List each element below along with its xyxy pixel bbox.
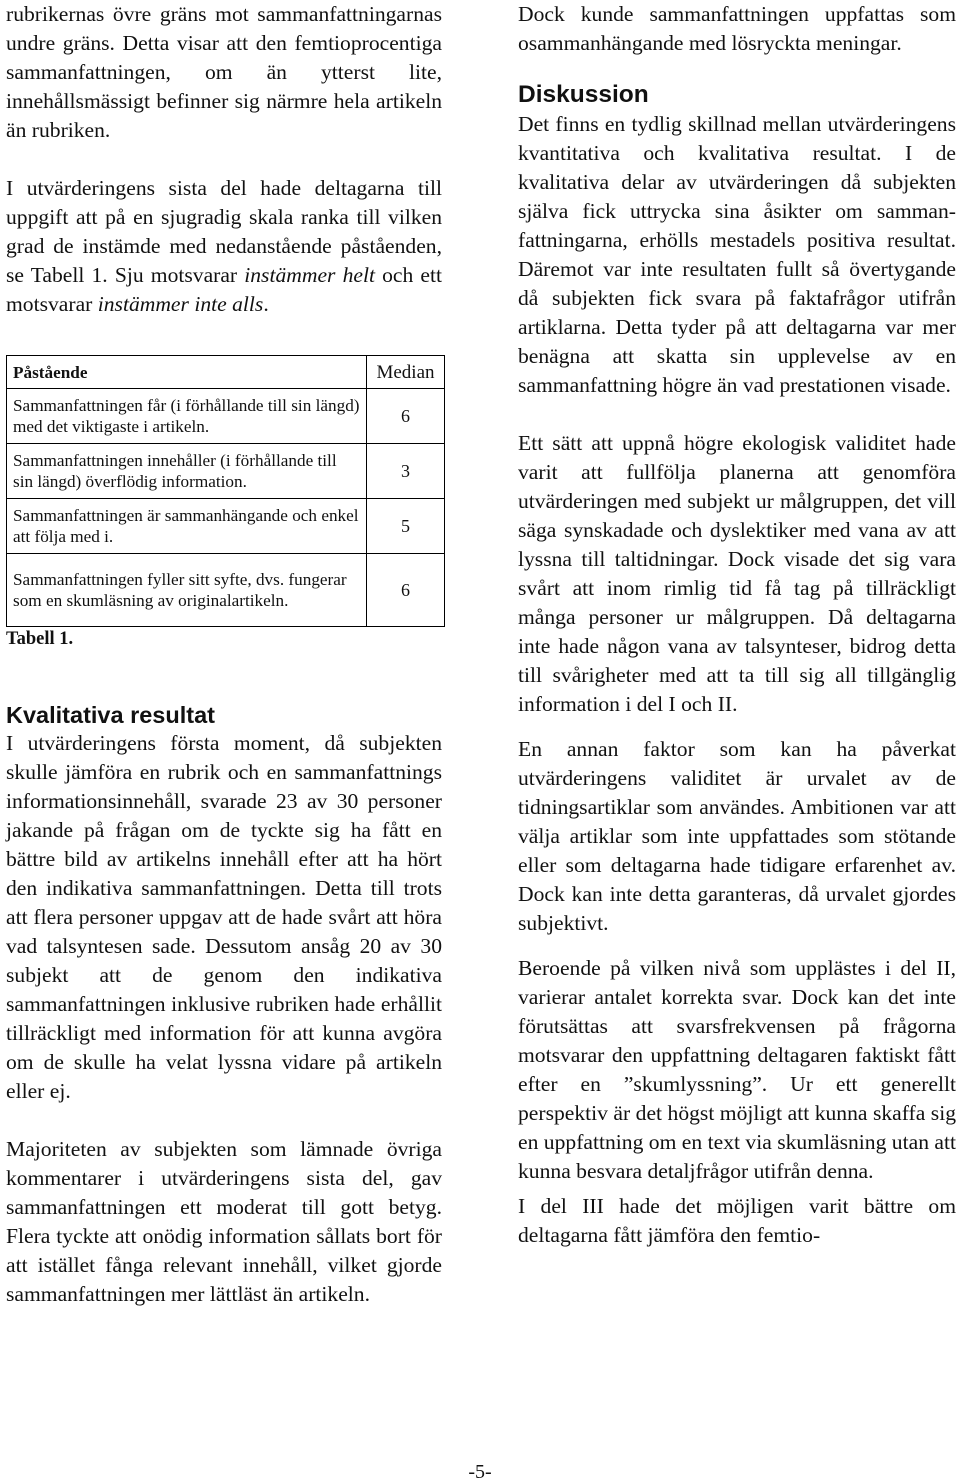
right-column [518, 0, 956, 1250]
page-number: -5- [468, 1461, 492, 1483]
median-cell: 6 [367, 554, 445, 627]
paragraph: Det finns en tydlig skillnad mellan utvärderingens kvantitativa och kvalitativa resultat. I de kvalitativa delar av utvärderingen då subjekten själva fick uttrycka sina åsikter om sammanfattningarna, erhölls mestadels positiva resultat. Däremot var inte resultaten fullt så övertygande då subjekten fick svara på faktafrågor utifrån artiklarna. Detta tyder på att deltagarna var mer benägna att skatta sin upplevelse av en sammanfattning högre än vad prestationen visade. [518, 112, 956, 397]
paragraph-text: . [263, 292, 269, 316]
median-cell: 6 [367, 389, 445, 444]
paragraph [6, 174, 442, 319]
paragraph: Beroende på vilken nivå som upplästes i del II, varierar antalet korrekta svar. Dock kan det inte förutsättas att svarsfrekvensen på frågorna motsvarar den uppfattning deltagaren faktiskt fått efter en ”skumlyssning”. Ur ett generellt perspektiv är det högst möjligt att kunna skaffa sig en uppfattning om en text via skumläsning utan att kunna besvara detaljfrågor utifrån denna. [518, 956, 956, 1183]
table-row [7, 554, 445, 627]
emphasis: instämmer helt [244, 263, 375, 287]
statement-cell: Sammanfattningen är sammanhängande och enkel att följa med i. [7, 499, 367, 554]
results-table [6, 355, 445, 627]
paragraph-text: I utvärderingens sista del hade deltagarna till uppgift att på en sjugradig skala ranka till vilken grad de instämde med nedanstående påståenden, se Tabell 1. Sju motsvarar [6, 176, 442, 287]
table-row [7, 444, 445, 499]
paragraph: rubrikernas övre gräns mot sammanfattningarnas undre gräns. Detta visar att den femtioprocentiga sammanfattningen, om än ytterst lite, innehållsmässigt befinner sig närmre hela artikeln än rubriken. [6, 2, 442, 142]
paragraph: Dock kunde sammanfattningen uppfattas som osammanhängande med lösryckta meningar. [518, 2, 956, 55]
emphasis: instämmer inte alls [97, 292, 264, 316]
statement-cell: Sammanfattningen får (i förhållande till sin längd) med det viktigaste i artikeln. [7, 389, 367, 444]
table-row [7, 499, 445, 554]
left-column [6, 0, 442, 1309]
table-row [7, 389, 445, 444]
table-header-row [7, 356, 445, 389]
paragraph-text: och ett motsvarar [6, 263, 442, 316]
table-caption: Tabell 1. [6, 629, 74, 649]
paragraph: En annan faktor som kan ha påverkat utvärderingens validitet är urvalet av de tidningsartiklar som användes. Ambitionen var att välja artiklar som inte uppfattades som stötande eller som deltagarna hade tidigare erfarenhet av. Dock kan inte detta garanteras, då urvalet gjordes subjektivt. [518, 737, 956, 935]
median-cell: 5 [367, 499, 445, 554]
section-heading: Diskussion [518, 81, 649, 108]
paragraph: I utvärderingens första moment, då subjekten skulle jämföra en rubrik och en sammanfattnings informationsinnehåll, svarade 23 av 30 personer jakande på frågan om de tyckte sig ha fått en bättre bild av artikelns innehåll efter att ha hört den indikativa sammanfattningen. Detta till trots att flera personer uppgav att de hade svårt att höra vad talsyntesen sade. Dessutom ansåg 20 av 30 subjekt att de genom den indikativa sammanfattningen inklusive rubriken hade erhållit tillräckligt med information för att kunna avgöra om de skulle ha velat lyssna vidare på artikeln eller ej. [6, 731, 442, 1103]
median-cell: 3 [367, 444, 445, 499]
header-statement: Påstående [7, 356, 367, 389]
section-heading: Kvalitativa resultat [6, 702, 215, 728]
statement-cell: Sammanfattningen fyller sitt syfte, dvs. fungerar som en skumläsning av originalartikeln. [7, 554, 367, 627]
header-median: Median [367, 356, 445, 389]
paragraph: Majoriteten av subjekten som lämnade övriga kommentarer i utvärderingens sista del, gav sammanfattningen ett moderat till gott betyg. Flera tyckte att onödig information sållats bort för att istället fånga relevant innehåll, vilket gjorde sammanfattningen mer lättläst än artikeln. [6, 1137, 442, 1306]
paragraph: I del III hade det möjligen varit bättre om deltagarna fått jämföra den femtio- [518, 1194, 956, 1247]
statement-cell: Sammanfattningen innehåller (i förhållande till sin längd) överflödig information. [7, 444, 367, 499]
paragraph: Ett sätt att uppnå högre ekologisk validitet hade varit att fullfölja planerna att genomföra utvärderingen med subjekt ur målgruppen, det vill säga synskadade och dyslektiker med vana av att lyssna till taltidningar. Dock visade det sig vara svårt att inom rimlig tid få tag på tillräckligt många personer ur målgruppen. Då deltagarna inte hade någon vana av talsynteser, bidrog detta till svårigheter med att ta till sig all tillgänglig information i del I och II. [518, 431, 956, 716]
